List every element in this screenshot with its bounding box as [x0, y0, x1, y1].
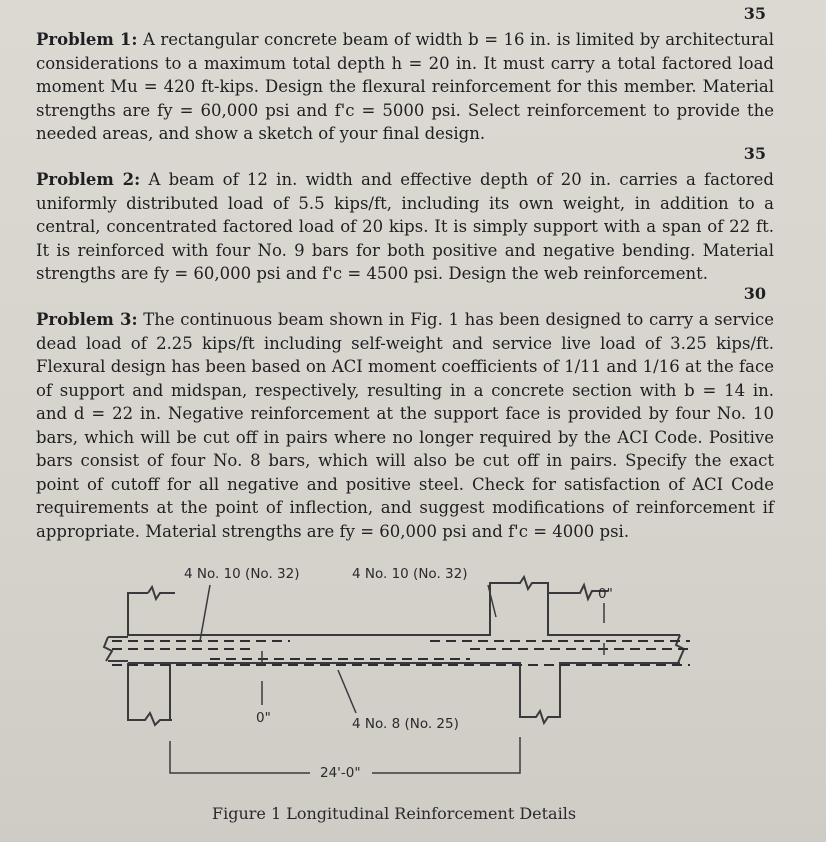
- problem-1-body: A rectangular concrete beam of width b = 16 in. is limited by architectural considerations to a maximum total depth h = 20 in. It must carry a total factored load moment Mu = 420 ft-kips. Design the flexural reinforcement for this member. Material strengths are fy = 60,000 psi and f'c = 5000 psi. Select reinforcement to provide the needed areas, and show a sketch of your final design.: [36, 30, 774, 143]
- problem-3-title: Problem 3:: [36, 310, 138, 329]
- problem-3-points: 30: [743, 284, 766, 303]
- label-negative-left: 4 No. 10 (No. 32): [184, 566, 300, 582]
- left-column-outline: [128, 593, 148, 635]
- beam-reinforcement-diagram: [0, 555, 826, 800]
- problem-1: [36, 28, 774, 146]
- beam-bottom-edge: [128, 663, 680, 723]
- problem-2-title: Problem 2:: [36, 170, 141, 189]
- beam-top-edge: [128, 603, 490, 635]
- label-zero-left: 0": [256, 710, 271, 726]
- problem-3-body: The continuous beam shown in Fig. 1 has been designed to carry a service dead load of 2.25 kips/ft including self-weight and service live load of 3.25 kips/ft. Flexural design has been based on ACI moment coefficients of 1/11 and 1/16 at the face of support and midspan, respectively, resulting in a concrete section with b = 14 in. and d = 22 in. Negative reinforcement at the support face is provided by four No. 10 bars, which will be cut off in pairs where no longer required by the ACI Code. Positive bars consist of four No. 8 bars, which will also be cut off in pairs. Specify the exact point of cutoff for all negative and positive steel. Check for satisfaction of ACI Code requirements at the point of inflection, and suggest modifications of reinforcement if appropriate. Material strengths are fy = 60,000 psi and f'c = 4000 psi.: [36, 310, 774, 541]
- problem-1-points: 35: [743, 4, 766, 23]
- label-span: 24'-0": [320, 765, 361, 781]
- problem-2-body: A beam of 12 in. width and effective depth of 20 in. carries a factored uniformly distributed load of 5.5 kips/ft, including its own weight, in addition to a central, concentrated factored load of 20 kips. It is simply support with a span of 22 ft. It is reinforced with four No. 9 bars for both positive and negative bending. Material strengths are fy = 60,000 psi and f'c = 4500 psi. Design the web reinforcement.: [36, 170, 774, 283]
- problem-1-title: Problem 1:: [36, 30, 138, 49]
- problem-2-points: 35: [743, 144, 766, 163]
- label-positive-bars: 4 No. 8 (No. 25): [352, 716, 459, 732]
- problem-3: [36, 308, 774, 543]
- leader-bottom-bars: [338, 670, 356, 713]
- label-zero-right: 0": [598, 586, 613, 602]
- label-negative-right: 4 No. 10 (No. 32): [352, 566, 468, 582]
- figure-caption: Figure 1 Longitudinal Reinforcement Details: [212, 804, 577, 823]
- problem-2: [36, 168, 774, 286]
- leader-left-top: [200, 585, 210, 641]
